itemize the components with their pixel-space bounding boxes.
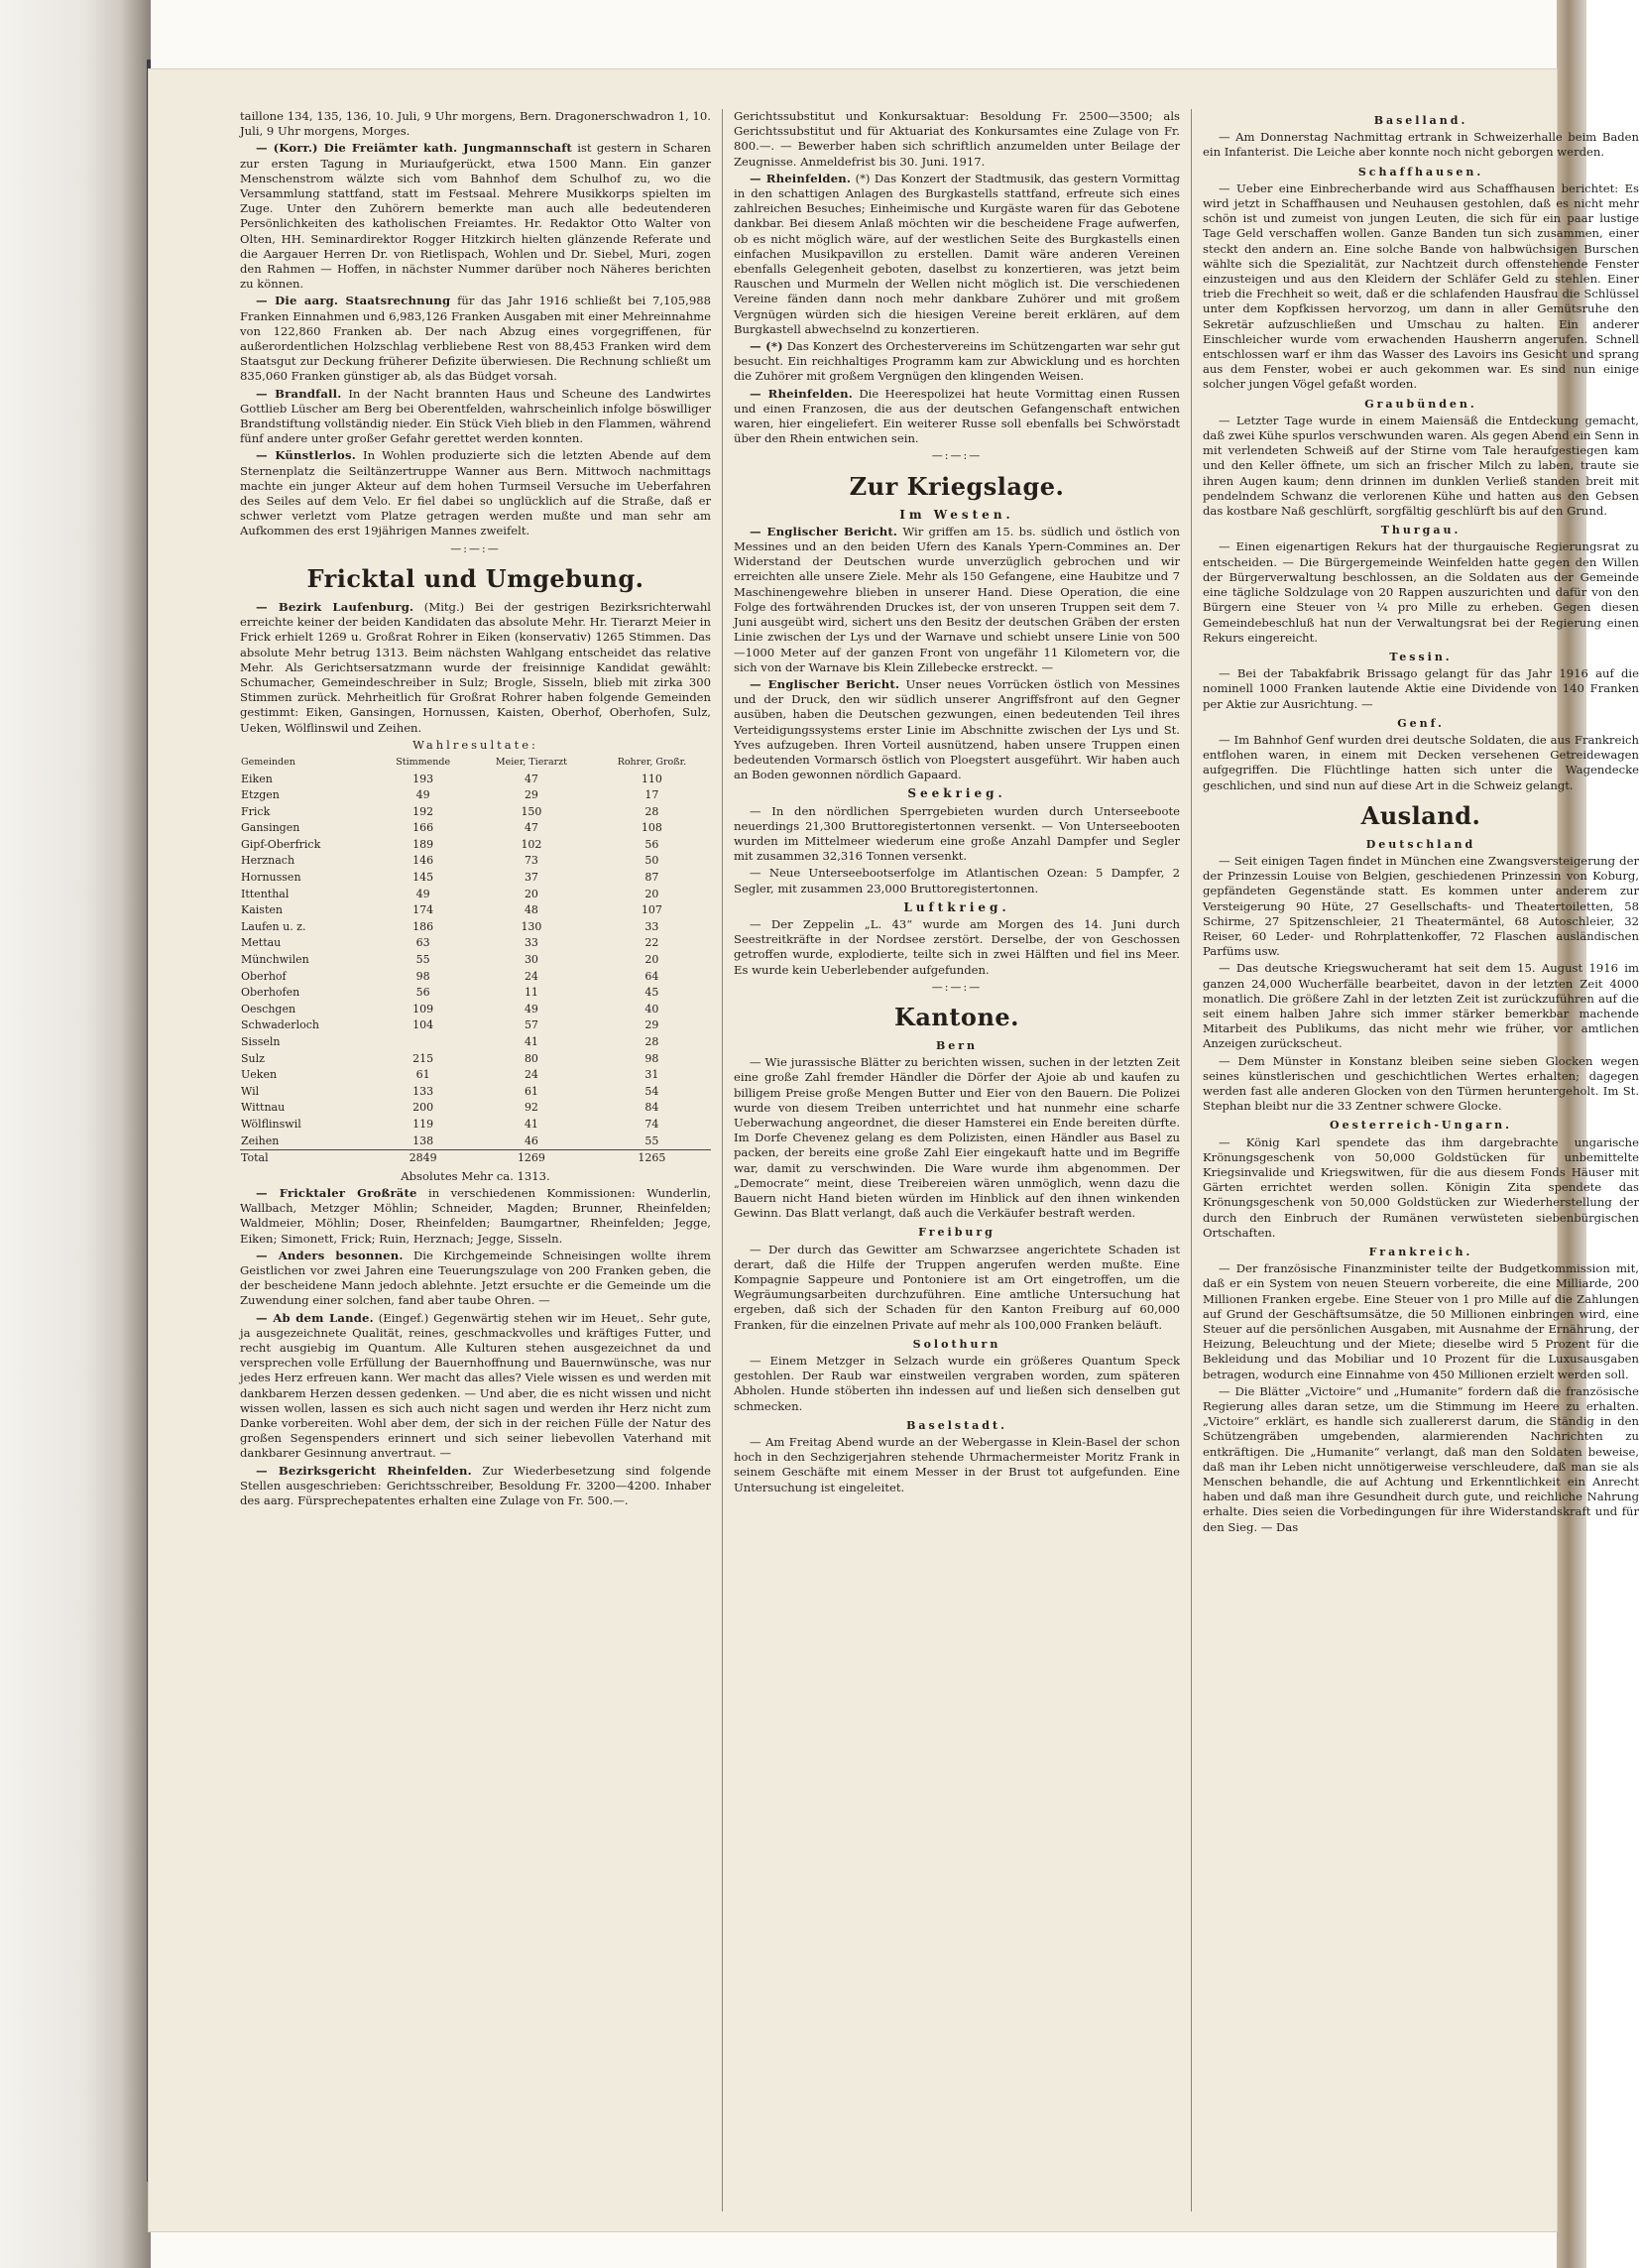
vote-cell: 29 bbox=[524, 788, 538, 802]
divider: —:—:— bbox=[450, 541, 501, 555]
article-text: — Der durch das Gewitter am Schwarzsee angerichtete Schaden ist derart, daß die Hilfe der Truppen angerufen werden mußte. Eine Kompagnie Sappeure und Pontoniere ist am Ort eingetroffen, um die Wegräumungsarbeiten durchzuführen. Eine amtliche Untersuchung hat ergeben, daß sich der Schaden für den Kanton Freiburg auf 60,000 Franken, für die einzelnen Private auf mehr als 100,000 Franken beläuft. bbox=[734, 1242, 1180, 1332]
article-text: Unser neues Vorrücken östlich von Messines und der Druck, den wir südlich unserer Angriffsfront auf den Gegner ausüben, haben die Deutschen gezwungen, einen bedeutenden Teil ihres Verteidigungssystems erster Linie im Abschnitte zwischen der Lys und St. Yves aufzugeben. Ihren Vorteil ausnützend, haben unsere Truppen einen bedeutenden Vormarsch östlich von Ploegstert ausgeführt. Wir haben auch an Boden gewonnen nördlich Gapaard. bbox=[734, 676, 1181, 782]
article-text: — Einem Metzger in Selzach wurde ein größeres Quantum Speck gestohlen. Der Raub war einstweilen vergraben worden, zum späteren Abholen. Hunde stöberten ihn indessen auf und ließen sich denselben gut schmecken. bbox=[734, 1354, 1180, 1413]
table-row bbox=[240, 1117, 711, 1134]
vote-cell: 98 bbox=[415, 969, 430, 983]
article-text: — In den nördlichen Sperrgebieten wurden durch Unterseeboote neuerdings 21,300 Bruttoregistertonnen versenkt. — Von Unterseebooten wurden im Mittelmeer wiederum eine große Anzahl Dampfer und Segler mit zusammen 32,316 Tonnen versenkt. bbox=[734, 803, 1180, 864]
table-total-row bbox=[240, 1150, 711, 1167]
vote-cell: 61 bbox=[415, 1068, 430, 1082]
vote-cell: 47 bbox=[524, 772, 538, 785]
vote-cell: 30 bbox=[524, 953, 538, 967]
vote-cell: 24 bbox=[524, 969, 538, 983]
vote-cell: 49 bbox=[524, 1002, 538, 1015]
total-cell: 1269 bbox=[470, 1150, 593, 1167]
table-row bbox=[240, 804, 711, 821]
municipality-cell: Eiken bbox=[241, 772, 273, 785]
article bbox=[734, 339, 1180, 385]
table-row bbox=[240, 985, 711, 1002]
vote-cell: 55 bbox=[415, 953, 430, 967]
vote-cell: 98 bbox=[644, 1051, 659, 1065]
vote-cell: 63 bbox=[415, 936, 430, 950]
vote-cell: 40 bbox=[644, 1002, 659, 1015]
canton-heading: Bern bbox=[935, 1038, 979, 1052]
vote-cell: 33 bbox=[524, 936, 538, 950]
section-heading: Zur Kriegslage. bbox=[849, 471, 1065, 501]
column-header: Meier, Tierarzt bbox=[495, 756, 567, 768]
column-rule bbox=[1191, 109, 1192, 2211]
municipality-cell: Oeschgen bbox=[241, 1002, 296, 1015]
vote-cell: 108 bbox=[641, 821, 662, 835]
vote-cell: 130 bbox=[521, 919, 542, 933]
municipality-cell: Wittnau bbox=[241, 1101, 286, 1115]
article-text: Zur Wiederbesetzung sind folgende Stellen ausgeschrieben: Gerichtsschreiber, Besoldung Fr. 3200—4200. Inhaber des aarg. Fürsprechepatentes erhalten eine Zulage von Fr. 500.—. bbox=[240, 1463, 711, 1508]
country-heading: Oesterreich-Ungarn. bbox=[1330, 1119, 1512, 1133]
table-header-row bbox=[240, 755, 711, 772]
vote-cell: 174 bbox=[412, 903, 434, 917]
vote-cell: 73 bbox=[524, 854, 538, 868]
municipality-cell: Gipf-Oberfrick bbox=[241, 837, 321, 851]
municipality-cell: Kaisten bbox=[241, 903, 283, 917]
article-text: — Am Donnerstag Nachmittag ertrank in Schweizerhalle beim Baden ein Infanterist. Die Leiche aber konnte noch nicht geborgen werden. bbox=[1203, 130, 1639, 160]
municipality-cell: Münchwilen bbox=[241, 953, 309, 967]
table-row bbox=[240, 1034, 711, 1051]
vote-cell: 133 bbox=[412, 1084, 434, 1098]
canton-heading: Thurgau. bbox=[1380, 524, 1462, 537]
vote-cell: 41 bbox=[524, 1035, 538, 1049]
article-text: — Neue Unterseebootserfolge im Atlantischen Ozean: 5 Dampfer, 2 Segler, mit zusammen 23,000 Bruttoregistertonnen. bbox=[734, 866, 1180, 895]
article-lead: — Englischer Bericht. bbox=[750, 524, 898, 538]
column-rule bbox=[722, 109, 723, 2211]
article bbox=[240, 387, 711, 447]
article bbox=[240, 448, 711, 538]
table-row bbox=[240, 820, 711, 837]
newspaper-page bbox=[149, 69, 1639, 2231]
vote-cell: 110 bbox=[641, 772, 662, 785]
article-lead: — Ab dem Lande. bbox=[256, 1310, 374, 1325]
results-title: Wahlresultate: bbox=[412, 737, 538, 752]
vote-cell: 47 bbox=[524, 821, 538, 835]
article-lead: — Bezirksgericht Rheinfelden. bbox=[256, 1463, 472, 1478]
table-row bbox=[240, 1051, 711, 1068]
article bbox=[240, 1311, 711, 1462]
article-lead: — Englischer Bericht. bbox=[750, 676, 900, 691]
canton-heading: Genf. bbox=[1397, 716, 1445, 730]
vote-cell: 11 bbox=[524, 986, 538, 1000]
article-lead: — Rheinfelden. bbox=[750, 386, 854, 401]
vote-cell: 64 bbox=[644, 969, 659, 983]
vote-cell: 186 bbox=[412, 919, 434, 933]
article-text: (Eingef.) Gegenwärtig stehen wir im Heuet,. Sehr gute, ja ausgezeichnete Qualität, reines, geschmackvolles und kräftiges Futter, und recht ausgiebig im Quantum. Alle Kulturen stehen ausgezeichnet da und versprechen volle Erfüllung der Bauernhoffnung und Bauernwünsche, was nur jedes Herz erfreuen kann. Wer macht das alles? Viele wissen es und werden mit dankbarem Herzen dessen gedenken. — Und aber, die es nicht wissen und nicht wissen wollen, lassen es sich auch nicht sagen und werden ihr Herz nicht zum Danke vorbereiten. Wohl aber dem, der sich in der reichen Fülle der Natur des großen Segenspenders erinnert und sich seiner liebevollen Vaterhand mit dankbarer Gesinnung anvertraut. — bbox=[240, 1310, 711, 1461]
vote-cell: 17 bbox=[644, 788, 659, 802]
table-row bbox=[240, 837, 711, 854]
vote-cell: 119 bbox=[412, 1117, 434, 1131]
article-lead: — (Korr.) Die Freiämter kath. Jungmannschaft bbox=[256, 141, 572, 156]
article-lead: — (*) bbox=[750, 339, 783, 354]
municipality-cell: Laufen u. z. bbox=[241, 919, 306, 933]
subsection-heading: Luftkrieg. bbox=[903, 899, 1010, 914]
divider: —:—:— bbox=[931, 980, 983, 994]
article-text: — König Karl spendete das ihm dargebrachte ungarische Krönungsgeschenk von 50,000 Goldstücken für unbemittelte Kriegsinvalide und Kriegswitwen, für die aus diesem Fonds Häuser mit Gärten errichtet werden sollen. Königin Zita spendete das Krönungsgeschenk von 50,000 Goldstücken zur Wiederherstellung der durch den Einbruch der Rumänen verwüsteten siebenbürgischen Ortschaften. bbox=[1203, 1134, 1639, 1240]
vote-cell: 74 bbox=[644, 1117, 659, 1131]
municipality-cell: Zeihen bbox=[241, 1134, 280, 1147]
vote-cell: 46 bbox=[524, 1134, 538, 1147]
municipality-cell: Mettau bbox=[241, 936, 282, 950]
canton-heading: Freiburg bbox=[918, 1226, 995, 1240]
article bbox=[734, 172, 1180, 337]
article-text: — Einen eigenartigen Rekurs hat der thurgauische Regierungsrat zu entscheiden. — Die Bürgergemeinde Weinfelden hatte gegen den Willen der Bürgerverwaltung beschlossen, an die Soldaten aus der Gemeinde eine tägliche Soldzulage von 20 Rappen auszurichten und dafür von den Bürgern eine Steuer von ¼ pro Mille zu erheben. Gegen diesen Gemeindebeschluß hat nun der Verwaltungsrat bei der Regierung einen Rekurs eingereicht. bbox=[1203, 539, 1639, 645]
article-text: In Wohlen produzierte sich die letzten Abende auf dem Sternenplatz die Seiltänzertruppe Wanner aus Bern. Mittwoch nachmittags machte ein junger Akteur auf dem hohen Turmseil Versuche im Ueberfahren des Seiles auf dem Velo. Er fiel dabei so unglücklich auf die Straße, daß er schwer verletzt vom Platze getragen werden mußte und man sehr am Aufkommen des erst 19jährigen Mannes zweifelt. bbox=[240, 448, 712, 538]
table-row bbox=[240, 919, 711, 936]
vote-cell: 49 bbox=[415, 887, 430, 900]
article-text: — Wie jurassische Blätter zu berichten wissen, suchen in der letzten Zeit eine große Zahl fremder Händler die Dörfer der Ajoie ab und kaufen zu billigem Preise große Mengen Butter und Eier von den Bauern. Die Polizei wurde von diesem Treiben unterrichtet und hat nunmehr eine scharfe Ueberwachung angeordnet, die dieser Hamsterei ein Ende bereiten dürfte. Im Dorfe Chevenez gelang es dem Polizisten, einen Händler aus Basel zu packen, der bereits eine große Zahl Eier eingekauft hatte und im Begriffe war, damit zu verschwinden. Die Ware wurde ihm abgenommen. Der „Democrate“ meint, diese Treibereien wären unmöglich, wenn dazu die Bauern nicht Hand bieten würden im Hinblick auf den ihnen winkenden Gewinn. Das Blatt verlangt, daß auch die Verkäufer bestraft werden. bbox=[734, 1055, 1180, 1221]
article-text: — Der Zeppelin „L. 43“ wurde am Morgen des 14. Juni durch Seestreitkräfte in der Nordsee zerstört. Derselbe, der von Geschossen getroffen wurde, explodierte, teilte sich in zwei Hälften und fiel ins Meer. Es wurde kein Ueberlebender aufgefunden. bbox=[734, 916, 1180, 977]
table-row bbox=[240, 887, 711, 903]
vote-cell: 80 bbox=[524, 1051, 538, 1065]
canton-heading: Baselland. bbox=[1373, 114, 1468, 127]
divider: —:—:— bbox=[931, 449, 983, 463]
vote-cell: 61 bbox=[524, 1084, 538, 1098]
article bbox=[734, 525, 1180, 675]
total-cell: 1265 bbox=[593, 1150, 711, 1167]
article-text: — Ueber eine Einbrecherbande wird aus Schaffhausen berichtet: Es wird jetzt in Schaffhausen und Neuhausen gestohlen, daß es nicht mehr schön ist und zumeist von jungen Leuten, die sich für ein paar lustige Tage Geld verschaffen wollen. Ganze Banden tun sich zusammen, einer steckt den andern an. Eine solche Bande von halbwüchsigen Burschen wählte sich die Spezialität, zur Nachtzeit durch offenstehende Fenster einzusteigen und aus den Kleidern der Schläfer Geld zu stehlen. Einer trieb die Frechheit so weit, daß er die schlafenden Hausfrau die Schlüssel unter dem Kopfkissen hervorzog, um dann in aller Gemütsruhe den Sekretär aufzuschließen und Umschau zu halten. Ein anderer Einschleicher wurde vom erwachenden Hausherrn angerufen. Schnell entschlossen warf er ihm das Wasser des Lavoirs ins Gesicht und sprang aus dem Fenster, wobei er auch gekommen war. Es sind nun einige solcher jungen Vögel gefaßt worden. bbox=[1203, 180, 1639, 392]
vote-cell bbox=[376, 1034, 470, 1051]
article-lead: — Künstlerlos. bbox=[256, 448, 356, 463]
vote-cell: 102 bbox=[521, 837, 542, 851]
results-note: Absolutes Mehr ca. 1313. bbox=[401, 1168, 550, 1183]
municipality-cell: Frick bbox=[241, 804, 271, 818]
vote-cell: 29 bbox=[644, 1018, 659, 1032]
article-lead: — Anders besonnen. bbox=[256, 1248, 404, 1262]
country-heading: Frankreich. bbox=[1368, 1246, 1473, 1259]
vote-cell: 41 bbox=[524, 1117, 538, 1131]
vote-cell: 28 bbox=[644, 804, 659, 818]
subsection-heading: Seekrieg. bbox=[907, 786, 1006, 801]
canton-heading: Baselstadt. bbox=[906, 1418, 1007, 1432]
article-lead: — Rheinfelden. bbox=[750, 171, 852, 185]
table-row bbox=[240, 870, 711, 887]
column-2 bbox=[734, 109, 1180, 1497]
table-row bbox=[240, 1100, 711, 1117]
column-3 bbox=[1203, 109, 1639, 1537]
vote-cell: 56 bbox=[415, 986, 430, 1000]
table-row bbox=[240, 1002, 711, 1018]
article-text: — Am Freitag Abend wurde an der Webergasse in Klein-Basel der schon hoch in den Sechzigerjahren stehende Uhrmachermeister Moritz Frank in seinem Geschäfte mit einem Messer in der Brust tot aufgefunden. Eine Untersuchung ist eingeleitet. bbox=[734, 1435, 1180, 1494]
municipality-cell: Herznach bbox=[241, 854, 295, 868]
vote-cell: 37 bbox=[524, 871, 538, 885]
article-lead: — Bezirk Laufenburg. bbox=[256, 599, 414, 614]
article bbox=[734, 677, 1180, 782]
section-heading: Ausland. bbox=[1360, 800, 1481, 830]
article-text: taillone 134, 135, 136, 10. Juli, 9 Uhr morgens, Bern. Dragonerschwadron 1, 10. Juli, 9 Uhr morgens, Morges. bbox=[240, 109, 711, 139]
vote-cell: 55 bbox=[644, 1134, 659, 1147]
vote-cell: 192 bbox=[412, 804, 434, 818]
vote-cell: 189 bbox=[412, 837, 434, 851]
vote-cell: 138 bbox=[412, 1134, 434, 1147]
article-text: Das Konzert des Orchestervereins im Schützengarten war sehr gut besucht. Ein reichhaltiges Programm kam zur Abwicklung und es horchten die Zuhörer mit großem Vergnügen den klingenden Weisen. bbox=[734, 339, 1181, 384]
vote-cell: 56 bbox=[644, 837, 659, 851]
table-row bbox=[240, 969, 711, 986]
vote-cell: 150 bbox=[521, 804, 542, 818]
vote-cell: 215 bbox=[412, 1051, 434, 1065]
vote-cell: 87 bbox=[644, 871, 659, 885]
vote-cell: 84 bbox=[644, 1101, 659, 1115]
column-header: Rohrer, Großr. bbox=[617, 756, 687, 768]
column-header: Gemeinden bbox=[241, 756, 295, 768]
article-text: in verschiedenen Kommissionen: Wunderlin, Wallbach, Metzger Möhlin; Schneider, Magden; Brunner, Rheinfelden; Waldmeier, Möhlin; Doser, Rheinfelden; Baumgartner, Rheinfelden; Jegge, Eiken; Simonett, Frick; Ruin, Herznach; Jegge, Sisseln. bbox=[240, 1185, 711, 1246]
municipality-cell: Ittenthal bbox=[241, 887, 290, 900]
article-text: (Mitg.) Bei der gestrigen Bezirksrichterwahl erreichte keiner der beiden Kandidaten das absolute Mehr. Hr. Tierarzt Meier in Frick erhielt 1269 u. Großrat Rohrer in Eiken (konservativ) 1265 Stimmen. Das absolute Mehr betrug 1313. Beim nächsten Wahlgang entscheidet das relative Mehr. Als Gerichtsersatzmann wurde der freisinnige Kandidat gewählt: Schumacher, Gemeindeschreiber in Sulz; Brogle, Sisseln, blieb mit zirka 300 Stimmen zurück. Mehrheitlich für Großrat Rohrer haben folgende Gemeinden gestimmt: Eiken, Gansingen, Hornussen, Kaisten, Oberhof, Oberhofen, Sulz, Ueken, Wölflinswil und Zeihen. bbox=[240, 599, 711, 735]
vote-cell: 31 bbox=[644, 1068, 659, 1082]
vote-cell: 28 bbox=[644, 1035, 659, 1049]
table-row bbox=[240, 787, 711, 804]
table-row bbox=[240, 772, 711, 788]
table-row bbox=[240, 1017, 711, 1034]
vote-cell: 24 bbox=[524, 1068, 538, 1082]
canton-heading: Graubünden. bbox=[1364, 397, 1477, 411]
table-row bbox=[240, 935, 711, 952]
article-text: — Letzter Tage wurde in einem Maiensäß die Entdeckung gemacht, daß zwei Kühe spurlos verschwunden waren. Als gegen Abend ein Senn in mit verlendeten Schweiß auf der Stirne vom Tale heraufgestiegen kam und den Keller öffnete, um sich an frischer Milch zu laben, traute sie ihren Augen kaum; denn drinnen im dunklen Verließ standen breit mit pendelndem Schwanz die verlorenen Kühe und hatten aus den Gebsen das kostbare Naß geschlürft, sorgfältig geschlürft bis auf den Grund. bbox=[1203, 413, 1639, 519]
vote-cell: 20 bbox=[524, 887, 538, 900]
article-text: Gerichtssubstitut und Konkursaktuar: Besoldung Fr. 2500—3500; als Gerichtssubstitut und für Aktuariat des Konkursamtes eine Zulage von Fr. 800.—. — Bewerber haben sich schriftlich anzumelden unter Beilage der Zeugnisse. Anmeldefrist bis 30. Juni. 1917. bbox=[734, 109, 1180, 169]
article-lead: — Brandfall. bbox=[256, 386, 342, 401]
article bbox=[240, 294, 711, 384]
article-text: für das Jahr 1916 schließt bei 7,105,988 Franken Einnahmen und 6,983,126 Franken Ausgaben mit einer Mehreinnahme von 122,860 Franken ab. Der nach Abzug eines vorgegriffenen, für außerordentlichen Holzschlag verbliebene Rest von 88,453 Franken wird dem Staatsgut zur Deckung früherer Defizite überwiesen. Die Rechnung schließt um 835,060 Franken günstiger ab, als das Büdget vorsah. bbox=[240, 294, 711, 384]
article-text: — Dem Münster in Konstanz bleiben seine sieben Glocken wegen seines künstlerischen und geschichtlichen Wertes erhalten; dagegen werden fast alle anderen Glocken von den Türmen heruntergeholt. Im St. Stephan bleibt nur die 33 Zentner schwere Glocke. bbox=[1203, 1053, 1639, 1114]
results-body bbox=[240, 772, 711, 1150]
municipality-cell: Ueken bbox=[241, 1068, 278, 1082]
municipality-cell: Sulz bbox=[241, 1051, 265, 1065]
article-text: In der Nacht brannten Haus und Scheune des Landwirtes Gottlieb Lüscher am Berg bei Oberentfelden, wahrscheinlich infolge böswilliger Brandstiftung vollständig nieder. Ein Stück Vieh blieb in den Flammen, während fünf andere unter großer Gefahr gerettet werden konnten. bbox=[240, 386, 711, 446]
canton-heading: Tessin. bbox=[1389, 650, 1453, 663]
article-text: — Im Bahnhof Genf wurden drei deutsche Soldaten, die aus Frankreich entflohen waren, in einem mit Decken versehenen Getreidewagen aufgegriffen. Die Flüchtlinge hatten sich unter die Wagendecke geschlichen, und sind nun auf diese Art in die Schweiz gelangt. bbox=[1203, 732, 1639, 792]
subsection-heading: Im Westen. bbox=[899, 507, 1014, 522]
vote-cell: 193 bbox=[412, 772, 434, 785]
article bbox=[734, 387, 1180, 447]
article bbox=[240, 1249, 711, 1309]
vote-cell: 109 bbox=[412, 1002, 434, 1015]
article-text: — Bei der Tabakfabrik Brissago gelangt für das Jahr 1916 auf die nominell 1000 Franken lautende Aktie eine Dividende von 140 Franken per Aktie zur Ausrichtung. — bbox=[1203, 666, 1639, 711]
section-heading: Kantone. bbox=[893, 1002, 1020, 1031]
article bbox=[240, 1464, 711, 1509]
vote-cell: 22 bbox=[644, 936, 659, 950]
column-1 bbox=[240, 109, 711, 1510]
vote-cell: 145 bbox=[412, 871, 434, 885]
article-text: Die Kirchgemeinde Schneisingen wollte ihrem Geistlichen vor zwei Jahren eine Teuerungszulage von 200 Franken geben, die der bescheidene Mann jedoch ablehnte. Jetzt ersuchte er die Gemeinde um die Zuwendung einer solchen, fand aber taube Ohren. — bbox=[240, 1248, 712, 1308]
municipality-cell: Schwaderloch bbox=[241, 1018, 319, 1032]
election-results-table bbox=[240, 755, 711, 1167]
vote-cell: 104 bbox=[412, 1018, 434, 1032]
municipality-cell: Oberhofen bbox=[241, 986, 300, 1000]
vote-cell: 50 bbox=[644, 854, 659, 868]
article-lead: — Die aarg. Staatsrechnung bbox=[256, 294, 451, 308]
canton-heading: Schaffhausen. bbox=[1357, 165, 1484, 179]
article bbox=[240, 600, 711, 736]
municipality-cell: Wölflinswil bbox=[241, 1117, 301, 1131]
vote-cell: 49 bbox=[415, 788, 430, 802]
table-row bbox=[240, 1134, 711, 1150]
municipality-cell: Hornussen bbox=[241, 871, 301, 885]
municipality-cell: Etzgen bbox=[241, 788, 280, 802]
column-header: Stimmende bbox=[396, 756, 451, 768]
vote-cell: 92 bbox=[524, 1101, 538, 1115]
article-lead: — Fricktaler Großräte bbox=[256, 1185, 417, 1200]
vote-cell: 48 bbox=[524, 903, 538, 917]
article-text: ist gestern in Scharen zur ersten Tagung in Muriaufgerückt, etwa 1500 Mann. Ein ganzer Menschenstrom wälzte sich vom Bahnhof dem Schulhof zu, wo die Versammlung stattfand, statt im Festsaal. Mehrere Musikkorps spielten im Zuge. Unter den Zuhörern bemerkte man auch alle bedeutenderen Persönlichkeiten des katholischen Freiamtes. Hr. Redaktor Otto Walter von Olten, HH. Seminardirektor Rogger Hitzkirch hielten glänzende Referate und die Aargauer Herren Dr. von Rietlispach, Wohlen und Dr. Siebel, Muri, zogen den Rahmen — Hoffen, in nächster Nummer darüber noch Näheres berichten zu können. bbox=[240, 141, 712, 292]
vote-cell: 200 bbox=[412, 1101, 434, 1115]
municipality-cell: Oberhof bbox=[241, 969, 287, 983]
vote-cell: 166 bbox=[412, 821, 434, 835]
article-text: (*) Das Konzert der Stadtmusik, das gestern Vormittag in den schattigen Anlagen des Burgkastells stattfand, erfreute sich eines zahlreichen Besuches; Einheimische und Kurgäste waren für das Gebotene dankbar. Bei diesem Anlaß möchten wir die bescheidene Frage aufwerfen, ob es nicht möglich wäre, auf der westlichen Seite des Burgkastells einen einfachen Musikpavillon zu erstellen. Damit wäre anderen Vereinen ebenfalls Gelegenheit geboten, daselbst zu konzertieren, was jetzt beim Rauschen und Murmeln der Wellen nicht möglich ist. Die verschiedenen Vereine fänden dann noch mehr dankbare Zuhörer und mit großem Vergnügen würden sich die hiesigen Vereine bereit erklären, auf dem Burgkastell abwechselnd zu konzertieren. bbox=[734, 171, 1181, 336]
vote-cell: 45 bbox=[644, 986, 659, 1000]
book-spine bbox=[0, 0, 151, 2268]
table-row bbox=[240, 853, 711, 870]
article-text: — Seit einigen Tagen findet in München eine Zwangsversteigerung der der Prinzessin Louise von Belgien, geschiedenen Prinzessin von Koburg, gepfändeten Gegenstände statt. Es kommen unter anderem zur Versteigerung 90 Hüte, 27 Gesellschafts- und Theatertoiletten, 58 Schirme, 27 Spitzenschleier, 21 Theatermäntel, 68 Autoschleier, 32 Reiser, 60 Leder- und Rohrplattenkoffer, 72 Flaschen ausländischen Parfüms usw. bbox=[1203, 853, 1639, 959]
vote-cell: 57 bbox=[524, 1018, 538, 1032]
article-text: Wir griffen am 15. bs. südlich und östlich von Messines und an den beiden Ufern des Kanals Ypern-Commines an. Der Widerstand der Deutschen wurde unverzüglich gebrochen und wir erreichten alle unsere Ziele. Mehr als 150 Gefangene, eine Haubitze und 7 Maschinengewehre blieben in unserer Hand. Diese Operation, die eine Folge des fortwährenden Druckes ist, der von unseren Truppen seit dem 7. Juni ausgeübt wird, sichert uns den Besitz der deutschen Gräben der ersten Linie zwischen der Lys und der Warnave und schiebt unsere Linie von 500—1000 Meter auf der ganzen Front von ungefähr 11 Kilometern vor, die sich von der Warnave bis Klein Zillebecke erstreckt. — bbox=[734, 524, 1181, 674]
article-text: — Die Blätter „Victoire“ und „Humanite“ fordern daß die französische Regierung alles daran setze, um die Stimmung im Heere zu erhalten. „Victoire“ erklärt, es handle sich zuallererst darum, die Ständig in den Schützengräben umgebenden, alarmierenden Nachrichten zu entkräftigen. Die „Humanite“ verlangt, daß man den Soldaten beweise, daß man ihr Leben nicht unnötigerweise verschleudere, daß man sie als Menschen behandle, die auf Achtung und Erkenntlichkeit ein Anrecht haben und daß man ihre Gesundheit durch gute, und reichliche Nahrung erhalte. Dies seien die Vorbedingungen für ihre Widerstandskraft und für den Sieg. — Das bbox=[1203, 1383, 1639, 1534]
table-row bbox=[240, 1067, 711, 1084]
vote-cell: 33 bbox=[644, 919, 659, 933]
municipality-cell: Gansingen bbox=[241, 821, 300, 835]
table-row bbox=[240, 902, 711, 919]
table-row bbox=[240, 952, 711, 969]
section-heading: Fricktal und Umgebung. bbox=[306, 563, 644, 593]
country-heading: Deutschland bbox=[1365, 837, 1476, 851]
vote-cell: 20 bbox=[644, 953, 659, 967]
article bbox=[240, 1186, 711, 1247]
vote-cell: 146 bbox=[412, 854, 434, 868]
article-text: Die Heerespolizei hat heute Vormittag einen Russen und einen Franzosen, die aus der deutschen Gefangenschaft entwichen waren, hier eingeliefert. Ein weiterer Russe soll ebenfalls bei Schwörstadt über den Rhein entwichen sein. bbox=[734, 386, 1181, 446]
article-text: — Das deutsche Kriegswucheramt hat seit dem 15. August 1916 im ganzen 24,000 Wucherfälle bearbeitet, davon in der letzten Zeit 4000 monatlich. Die größere Zahl in der letzten Zeit ist zurückzuführen auf die seit einem halben Jahre sich immer stärker bemerkbar machende Mitarbeit des Publikums, das nicht mehr wie früher, vor amtlichen Anzeigen zurückscheut. bbox=[1203, 961, 1639, 1051]
article bbox=[240, 141, 711, 292]
vote-cell: 54 bbox=[644, 1084, 659, 1098]
table-row bbox=[240, 1084, 711, 1101]
vote-cell: 107 bbox=[641, 903, 662, 917]
canton-heading: Solothurn bbox=[912, 1337, 1001, 1351]
municipality-cell: Wil bbox=[241, 1084, 260, 1098]
total-cell: 2849 bbox=[376, 1150, 470, 1167]
article-text: — Der französische Finanzminister teilte der Budgetkommission mit, daß er ein System von neuen Steuern vorbereite, die eine Milliarde, 200 Millionen Franken ergebe. Eine Steuer von 1 pro Mille auf die Zahlungen auf Grund der Geschäftsumsätze, die 50 Millionen einbringen wird, eine Steuer auf die persönlichen Ausgaben, mit Ausnahme der Ernährung, der Heizung, Beleuchtung und der Miete; dieselbe wird 5 Prozent für die Bekleidung und das Mobiliar und 10 Prozent für die Luxusausgaben betragen, wodurch eine Einnahme von 450 Millionen erzielt werden soll. bbox=[1203, 1261, 1639, 1381]
municipality-cell: Sisseln bbox=[241, 1035, 281, 1049]
total-cell: Total bbox=[240, 1150, 376, 1167]
vote-cell: 20 bbox=[644, 887, 659, 900]
